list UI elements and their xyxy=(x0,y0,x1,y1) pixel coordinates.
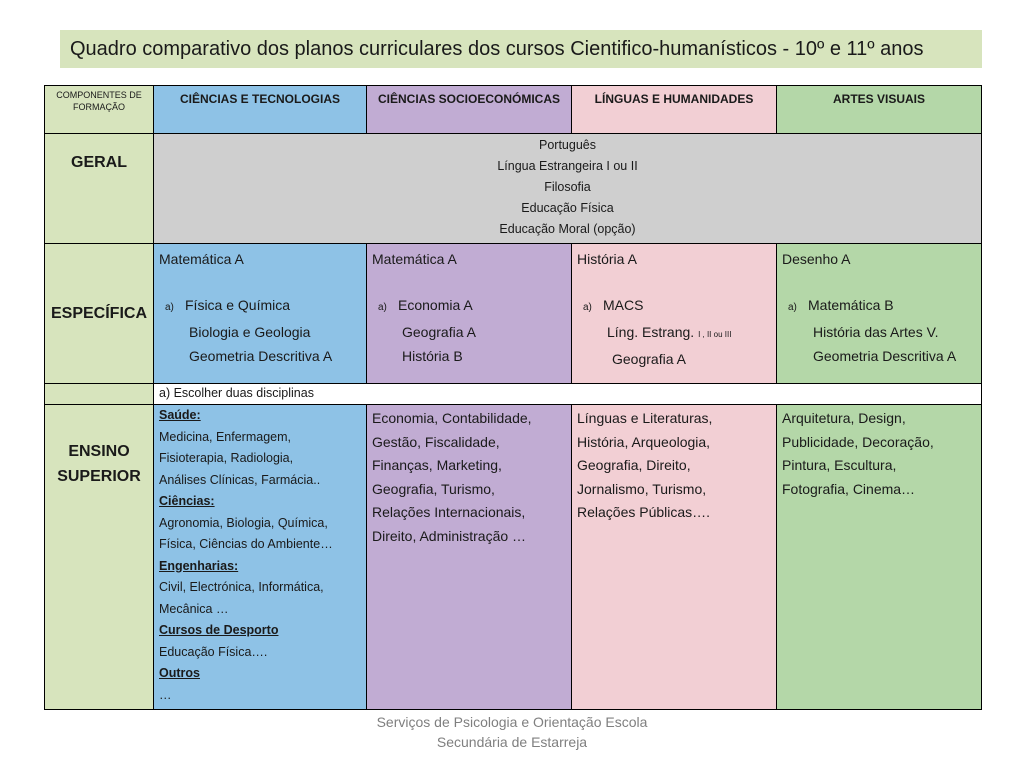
header-componentes: COMPONENTES DE FORMAÇÃO xyxy=(45,86,154,134)
course-line: Relações Internacionais, xyxy=(372,504,526,520)
ensino-row xyxy=(45,405,982,710)
note-spacer xyxy=(45,384,154,405)
course-line: Medicina, Enfermagem, xyxy=(159,429,292,444)
main-subject: Matemática A xyxy=(372,251,457,267)
geral-subject: Filosofia xyxy=(544,180,591,194)
geral-subject: Educação Moral (opção) xyxy=(499,222,636,236)
main-subject: Desenho A xyxy=(782,251,851,267)
option-subject: Geografia A xyxy=(612,351,686,367)
main-subject: Matemática A xyxy=(159,251,244,267)
course-line: Gestão, Fiscalidade, xyxy=(372,433,500,450)
option-marker: a) xyxy=(583,302,592,313)
ensino-av xyxy=(777,405,982,710)
option-subject: História das Artes V. xyxy=(813,324,939,340)
course-line: Relações Públicas…. xyxy=(577,504,711,520)
course-line: Análises Clínicas, Farmácia.. xyxy=(159,472,321,487)
course-line: Física, Ciências do Ambiente… xyxy=(159,537,333,551)
header-linguas-humanidades: LÍNGUAS E HUMANIDADES xyxy=(572,86,777,134)
course-line: Geografia, Turismo, xyxy=(372,480,495,497)
ensino-label-line: SUPERIOR xyxy=(57,468,141,485)
header-artes-visuais: ARTES VISUAIS xyxy=(777,86,982,134)
course-line: Arquitetura, Design, xyxy=(782,410,906,426)
option-subject: Matemática B xyxy=(808,297,894,313)
ensino-ct xyxy=(154,405,367,710)
geral-subject: Educação Física xyxy=(521,201,614,215)
course-line: Civil, Electrónica, Informática, xyxy=(159,580,324,594)
header-ciencias-tecnologias: CIÊNCIAS E TECNOLOGIAS xyxy=(154,86,367,134)
geral-subjects xyxy=(154,134,982,244)
geral-label: GERAL xyxy=(45,134,154,244)
header-ciencias-socioeconomicas: CIÊNCIAS SOCIOECONÓMICAS xyxy=(367,86,572,134)
footer xyxy=(0,712,1024,752)
option-subject: Economia A xyxy=(398,297,473,313)
option-subject: Geometria Descritiva A xyxy=(189,348,333,364)
footer-line: Serviços de Psicologia e Orientação Escola xyxy=(376,714,648,730)
curriculum-table xyxy=(44,85,982,710)
option-marker: a) xyxy=(378,302,387,313)
main-subject: História A xyxy=(577,251,637,267)
ensino-lh xyxy=(572,405,777,710)
course-line: Direito, Administração … xyxy=(372,527,527,544)
option-subject: Geografia A xyxy=(402,324,476,340)
especifica-label: ESPECÍFICA xyxy=(45,244,154,384)
course-line: Economia, Contabilidade, xyxy=(372,410,532,426)
option-subject: Geometria Descritiva A xyxy=(813,348,957,364)
course-category: Engenharias: xyxy=(159,558,239,573)
ensino-label xyxy=(45,405,154,710)
course-line: História, Arqueologia, xyxy=(577,433,711,450)
footer-line: Secundária de Estarreja xyxy=(436,734,588,750)
option-subject: História B xyxy=(402,348,463,364)
note-row xyxy=(45,384,982,405)
course-line: Publicidade, Decoração, xyxy=(782,433,934,450)
course-line: Agronomia, Biologia, Química, xyxy=(159,515,328,530)
geral-row xyxy=(45,134,982,244)
course-line: Educação Física…. xyxy=(159,644,268,659)
option-marker: a) xyxy=(788,302,797,313)
especifica-cs xyxy=(367,244,572,384)
ensino-cs xyxy=(367,405,572,710)
especifica-ct xyxy=(154,244,367,384)
header-row xyxy=(45,86,982,134)
course-line: Mecânica … xyxy=(159,601,229,616)
option-subject: Física e Química xyxy=(185,297,291,313)
language-suffix: I , II ou III xyxy=(698,330,732,339)
especifica-row xyxy=(45,244,982,384)
course-category: Saúde: xyxy=(159,408,201,422)
course-line: Línguas e Literaturas, xyxy=(577,410,713,426)
course-line: Finanças, Marketing, xyxy=(372,457,502,473)
geral-subject: Português xyxy=(539,138,596,152)
option-subject: Biologia e Geologia xyxy=(189,324,311,340)
course-category: Outros xyxy=(159,666,200,680)
option-marker: a) xyxy=(165,302,174,313)
course-line: Pintura, Escultura, xyxy=(782,457,897,473)
course-line: Fotografia, Cinema… xyxy=(782,480,916,497)
course-category: Ciências: xyxy=(159,494,215,508)
option-subject: Líng. Estrang. xyxy=(607,324,695,340)
page-title: Quadro comparativo dos planos curriculares dos cursos Cientifico-humanísticos - 10º e 11º anos xyxy=(60,30,982,68)
ensino-label-line: ENSINO xyxy=(68,443,130,460)
especifica-lh xyxy=(572,244,777,384)
course-line: Jornalismo, Turismo, xyxy=(577,480,707,497)
course-line: … xyxy=(159,687,172,702)
choice-note: a) Escolher duas disciplinas xyxy=(154,384,982,405)
course-category: Cursos de Desporto xyxy=(159,623,279,637)
geral-subject: Língua Estrangeira I ou II xyxy=(497,159,638,173)
course-line: Geografia, Direito, xyxy=(577,457,691,473)
especifica-av xyxy=(777,244,982,384)
course-line: Fisioterapia, Radiologia, xyxy=(159,451,294,465)
option-subject: MACS xyxy=(603,297,644,313)
